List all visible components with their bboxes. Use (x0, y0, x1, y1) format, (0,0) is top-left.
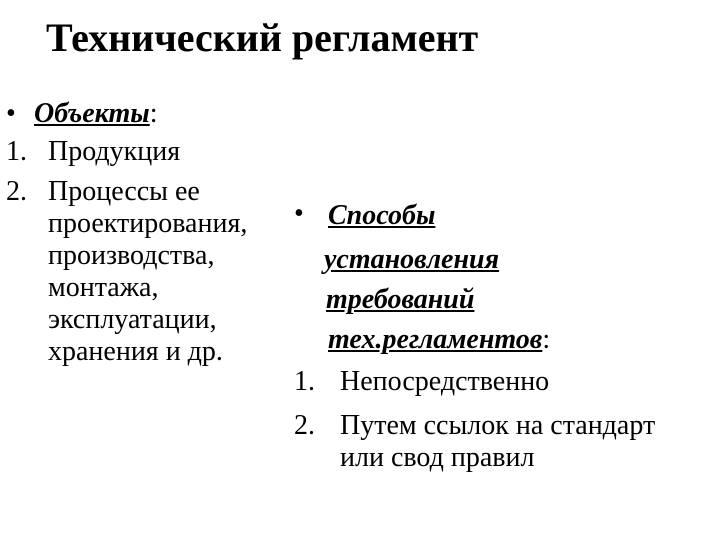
methods-item-2-line (294, 442, 714, 474)
list-item-text: эксплуатации, (48, 304, 217, 335)
methods-heading-text: Способы (328, 200, 436, 231)
methods-heading-colon: : (542, 324, 551, 355)
methods-heading-line (294, 324, 714, 368)
list-item-text: или свод правил (340, 442, 535, 473)
list-number: 1. (294, 366, 315, 397)
methods-heading-line (294, 240, 714, 284)
methods-heading-line (294, 284, 714, 328)
list-item-text: монтажа, (48, 272, 159, 303)
list-number: 2. (6, 176, 27, 207)
objects-item-2-line (6, 208, 306, 240)
methods-heading-text: установления (324, 244, 500, 275)
objects-item-2-line (6, 240, 306, 272)
list-item-text: хранения и др. (48, 336, 223, 367)
list-item-text: Непосредственно (340, 366, 550, 397)
objects-item-2-line (6, 272, 306, 304)
objects-heading-colon: : (149, 98, 158, 129)
bullet-marker: • (6, 98, 16, 129)
methods-block (294, 196, 714, 474)
methods-heading (294, 196, 714, 368)
methods-heading-last-wrap (328, 324, 550, 356)
methods-item-2 (294, 410, 714, 474)
objects-item-2-line (6, 304, 306, 336)
list-number: 2. (294, 410, 315, 441)
objects-item-2-line (6, 176, 306, 208)
list-number: 1. (6, 136, 27, 167)
methods-item-1 (294, 366, 714, 410)
objects-block (6, 98, 306, 368)
slide-title: Технический регламент (46, 15, 479, 60)
list-item-text: Продукция (48, 136, 181, 167)
objects-heading-row (6, 98, 306, 130)
list-item-text: производства, (48, 240, 215, 271)
list-item-text: Путем ссылок на стандарт (340, 410, 656, 441)
methods-heading-text: требований (326, 284, 475, 315)
list-item-text: Процессы ее (48, 176, 200, 207)
methods-item-2-line (294, 410, 714, 442)
list-item-text: проектирования, (48, 208, 248, 239)
bullet-marker: • (294, 198, 304, 229)
objects-heading: Объекты (34, 98, 150, 129)
methods-heading-line (294, 196, 714, 240)
objects-heading-wrap (34, 98, 158, 130)
objects-item-2-line (6, 336, 306, 368)
objects-item-1 (6, 136, 306, 168)
objects-item-2 (6, 176, 306, 368)
methods-heading-text: тех.регламентов (328, 324, 543, 355)
